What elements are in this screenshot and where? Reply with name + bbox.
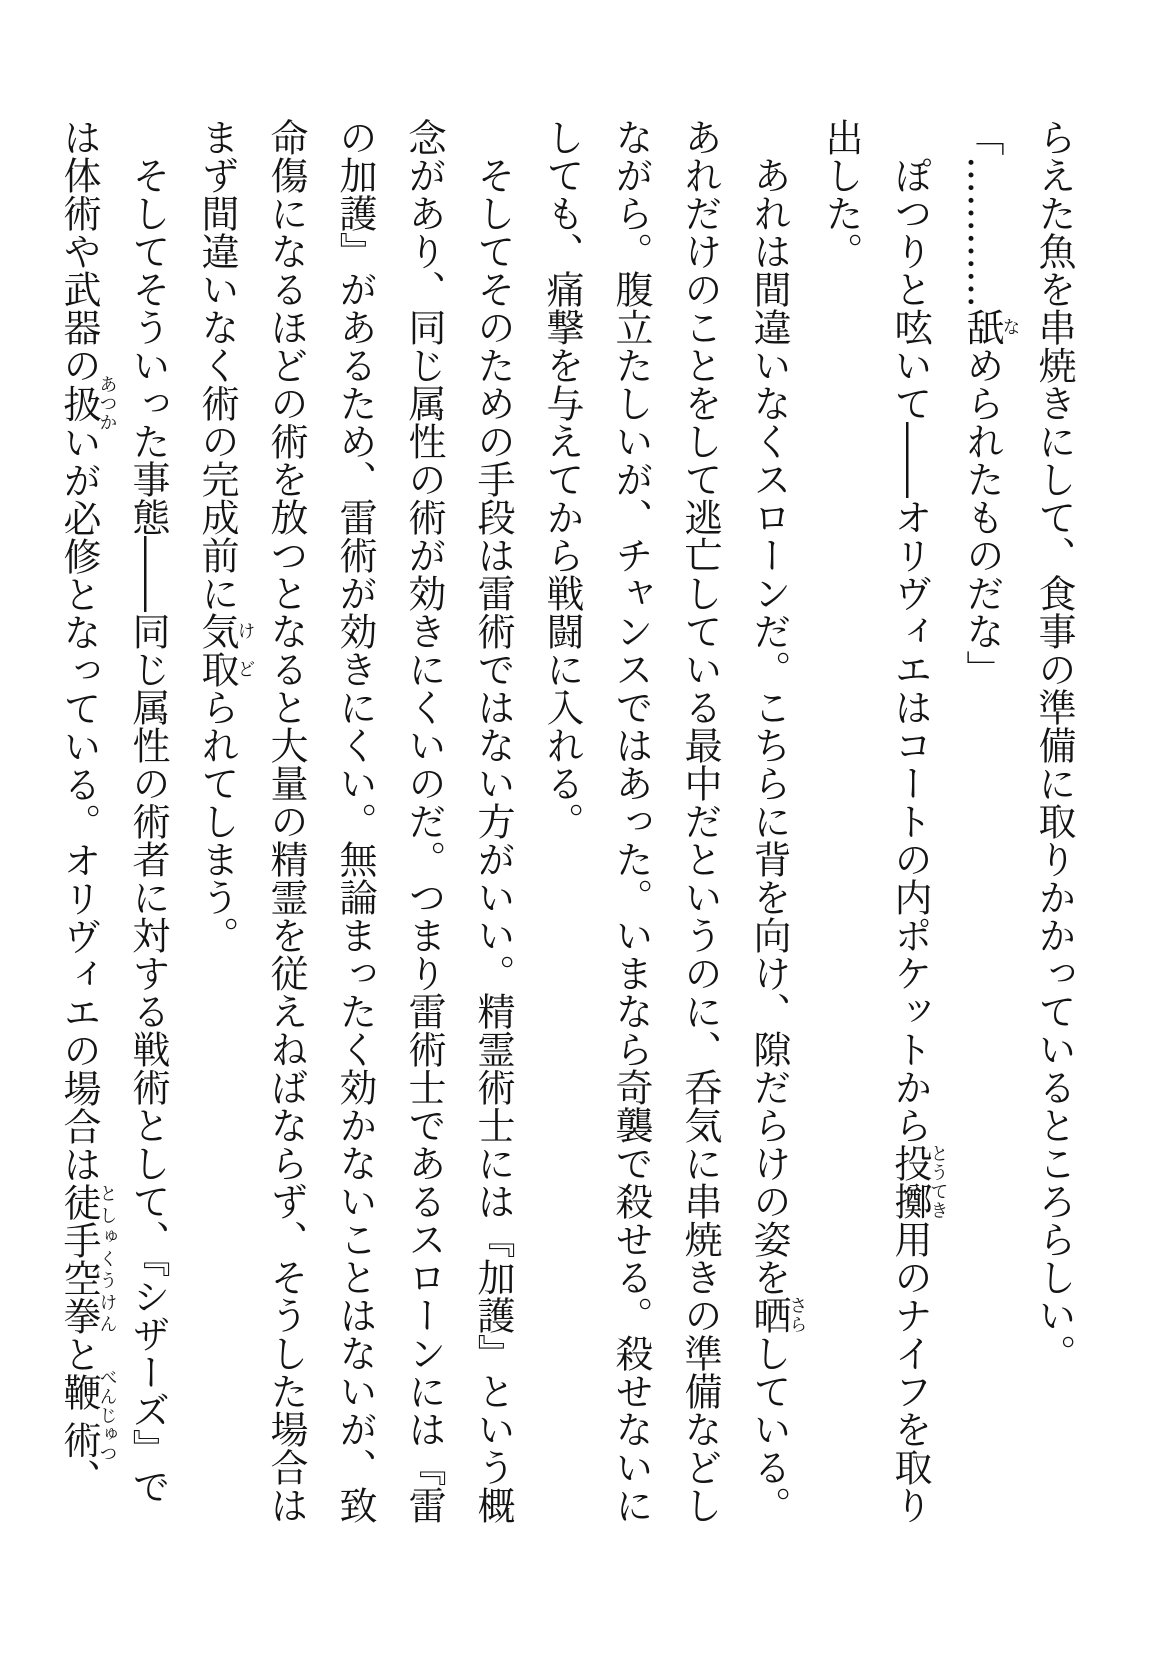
novel-text-block [44, 118, 1088, 1528]
ruby-annotated-word: 晒さら [747, 1296, 808, 1334]
ruby-annotated-word: 扱あつか [57, 375, 118, 432]
paragraph: らえた魚を串焼きにして、食事の準備に取りかかっているところらしい。 [1032, 118, 1076, 1372]
ruby-annotated-word: 舐な [960, 308, 1021, 346]
paragraph: 「…………舐なめられたものだな」 [960, 118, 1021, 688]
paragraph: あれは間違いなくスローンだ。こちらに背を向け、隙だらけの姿を晒さらしている。あれだけのことをして逃亡している最中だというのに、呑気に串焼きの準備などしながら。腹立たしいが、チャンスではあった。いまなら奇襲で殺せる。殺せないにしても、痛撃を与えてから戦闘に入れる。 [540, 118, 808, 1524]
ruby-annotated-word: 鞭術べんじゅつ [57, 1368, 118, 1464]
furigana: さら [786, 1296, 808, 1334]
furigana: あつか [96, 375, 118, 432]
furigana: としゅくうけん [96, 1183, 118, 1335]
furigana: けど [234, 612, 256, 688]
furigana: な [999, 308, 1021, 346]
ruby-annotated-word: 投擲とうてき [888, 1144, 949, 1220]
paragraph: ぽつりと呟いて――オリヴィエはコートの内ポケットから投擲とうてき用のナイフを取り出した。 [819, 118, 949, 1524]
paragraph: そしてそういった事態――同じ属性の術者に対する戦術として、『シザーズ』では体術や武器の扱あつかいが必修となっている。オリヴィエの場合は徒手空拳としゅくうけんと鞭術べんじゅつ、 [57, 118, 170, 1505]
furigana: べんじゅつ [96, 1368, 118, 1464]
ruby-annotated-word: 気取けど [195, 612, 256, 688]
paragraph: そしてそのための手段は雷術ではない方がいい。精霊術士には『加護』という概念があり、同じ属性の術が効きにくいのだ。つまり雷術士であるスローンには『雷の加護』があるため、雷術が効きにくい。無論まったく効かないことはないが、致命傷になるほどの術を放つとなると大量の精霊を従えねばならず、そうした場合はまず間違いなく術の完成前に気取けどられてしまう。 [195, 118, 515, 1524]
ruby-annotated-word: 徒手空拳としゅくうけん [57, 1183, 118, 1335]
furigana: とうてき [927, 1144, 949, 1220]
